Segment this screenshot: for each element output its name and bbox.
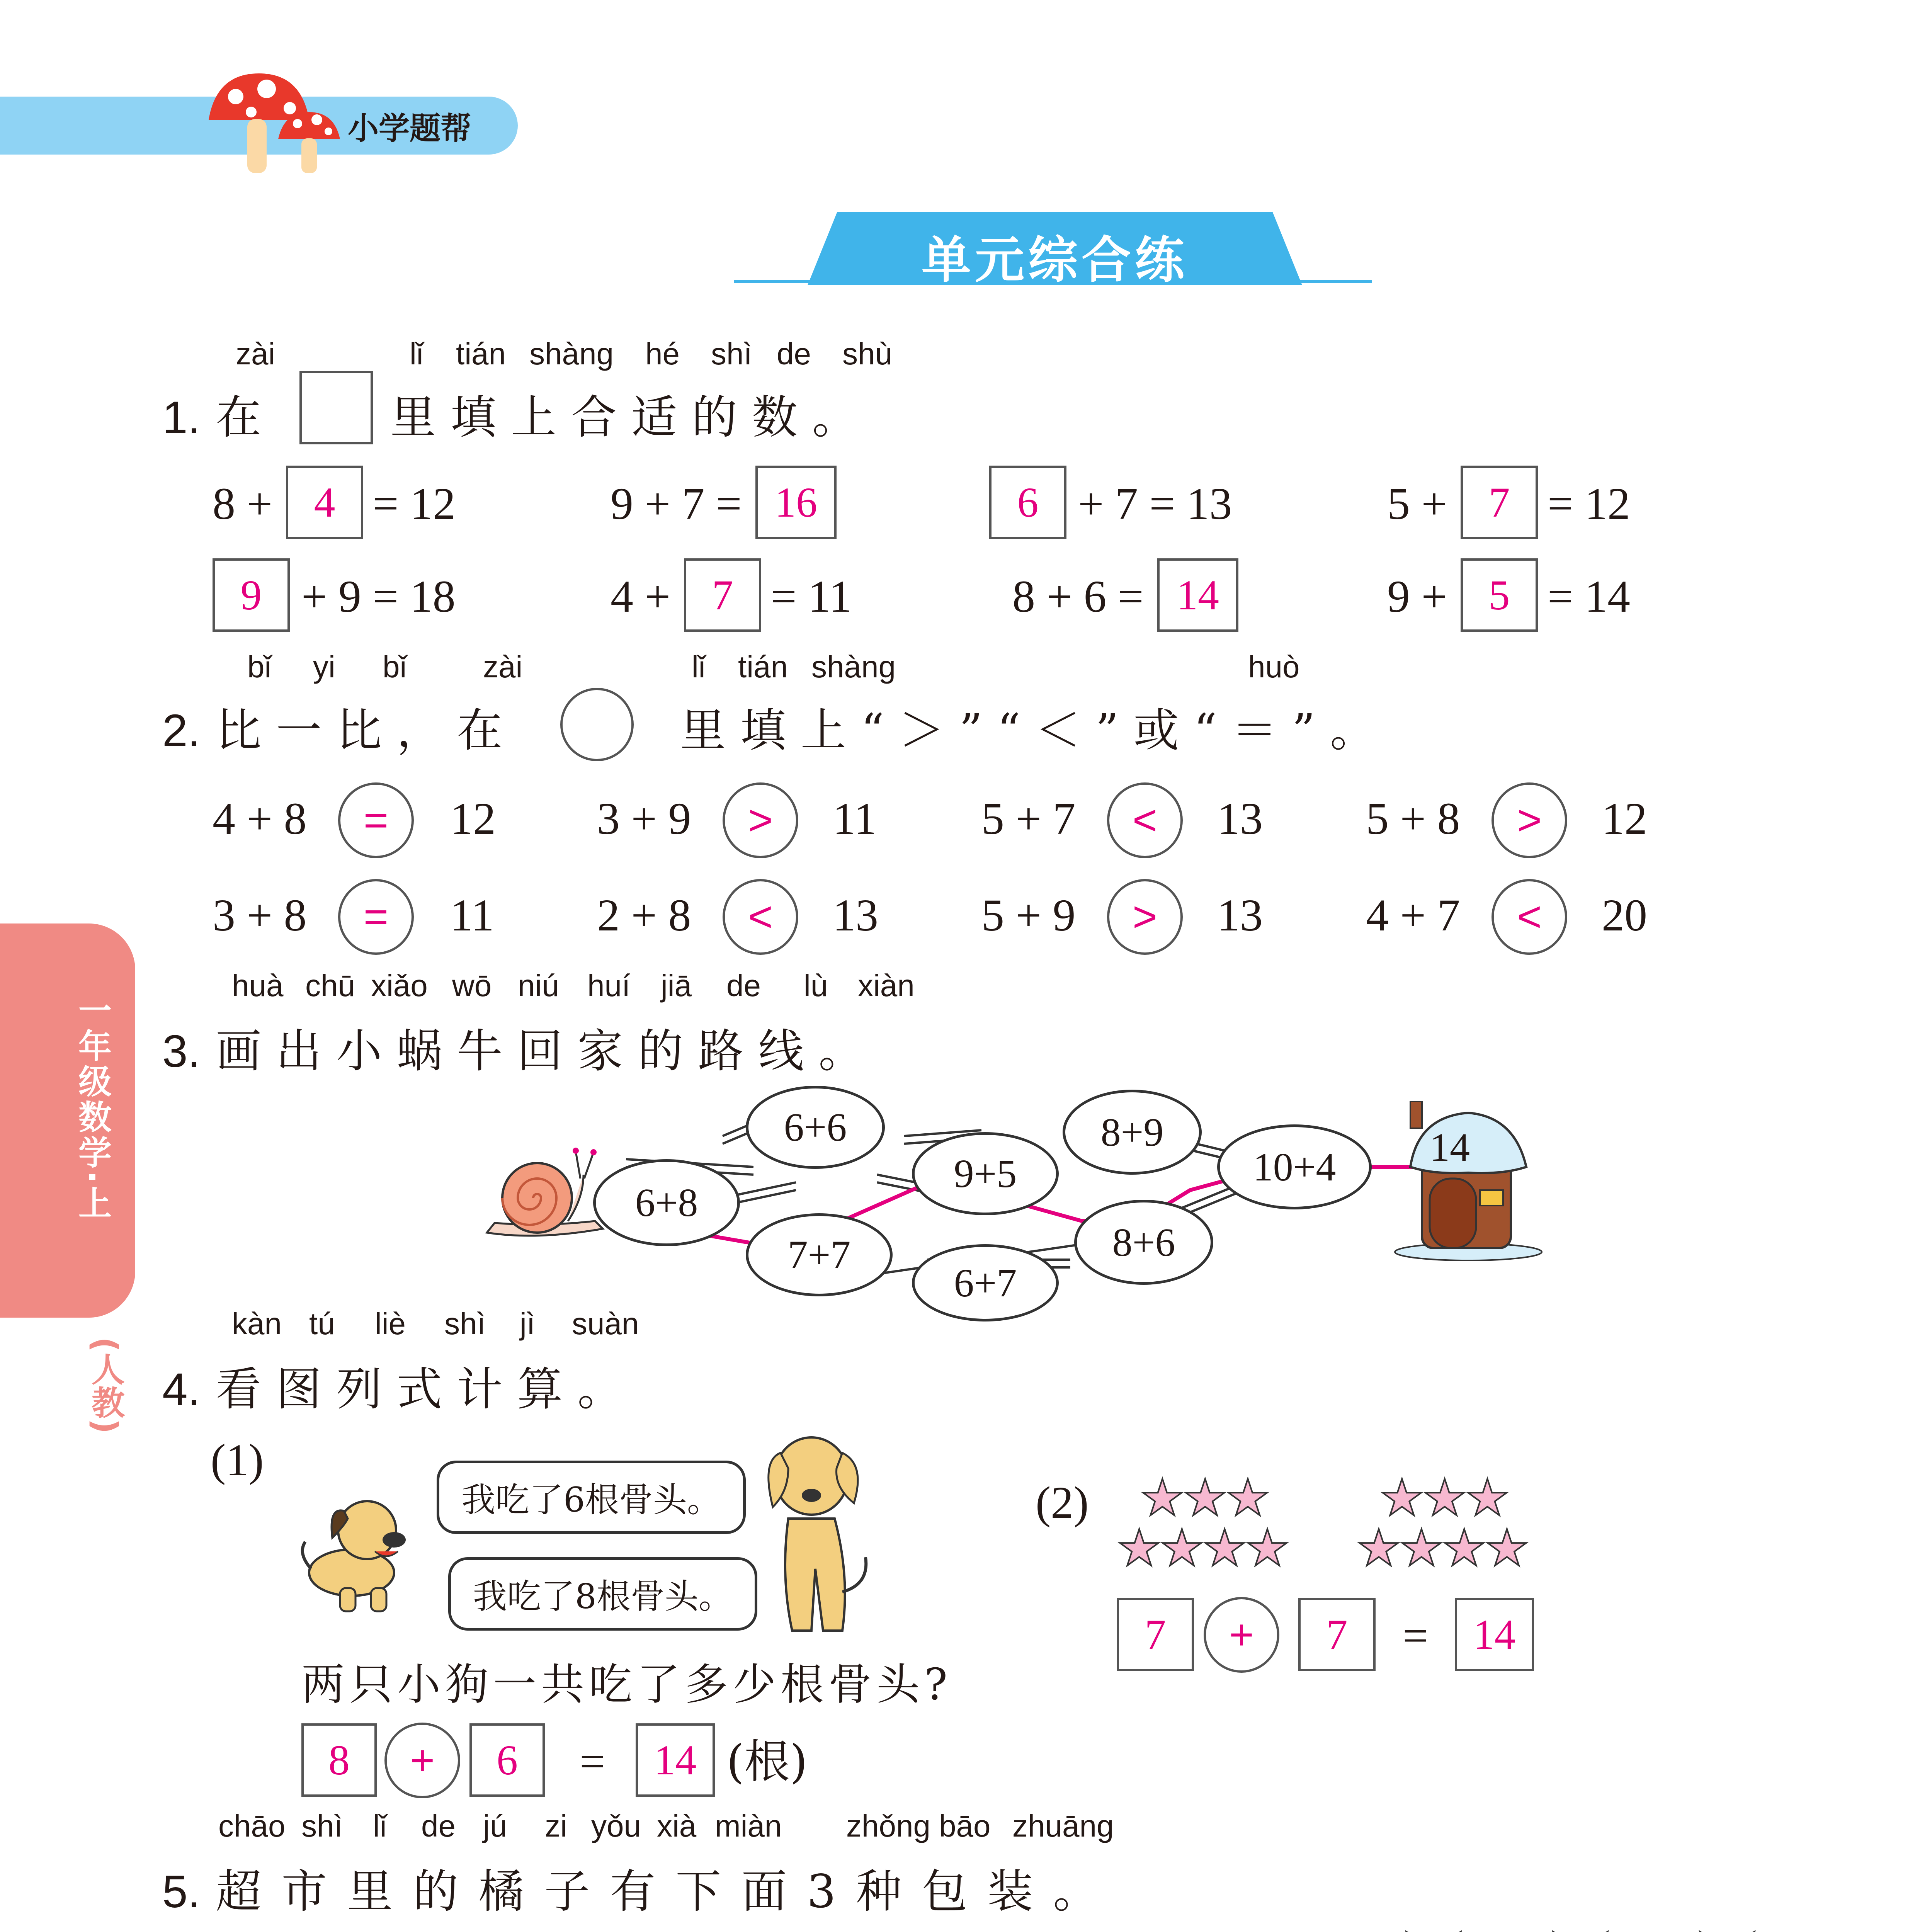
pinyin: shàng <box>529 337 614 371</box>
star-icon: ★ <box>1465 1468 1508 1527</box>
equation: 4 + <box>611 571 671 622</box>
pinyin: de <box>421 1809 456 1843</box>
q2-prefix: 比一比，在 <box>216 704 517 757</box>
comparison-circle[interactable]: < <box>1492 879 1567 955</box>
answer-box[interactable]: 9 <box>213 558 290 632</box>
pinyin: zài <box>236 337 276 371</box>
comparison-right: 12 <box>450 793 496 844</box>
comparison-circle[interactable]: = <box>338 782 414 858</box>
pinyin: zài <box>483 650 523 684</box>
pinyin: tián <box>456 337 506 371</box>
stone-8+9: 8+9 <box>1063 1090 1202 1175</box>
comparison-circle[interactable]: > <box>1492 782 1567 858</box>
pinyin: niú <box>518 968 559 1003</box>
brand-label: 小学题帮 <box>348 111 471 146</box>
star-icon: ★ <box>1356 1519 1399 1577</box>
pinyin: zi <box>545 1809 567 1843</box>
speech-bubble: 我吃了6根骨头。 <box>437 1461 746 1534</box>
stone-8+6: 8+6 <box>1074 1200 1213 1285</box>
snail-icon <box>479 1144 611 1244</box>
orange-bag-icon <box>1654 1924 1801 1932</box>
star-icon: ★ <box>1245 1519 1288 1577</box>
pinyin: hé <box>645 337 680 371</box>
pinyin: miàn <box>715 1809 782 1843</box>
pinyin: xiàn <box>858 968 915 1003</box>
pinyin: shì <box>301 1809 343 1843</box>
stone-6+6: 6+6 <box>746 1086 885 1169</box>
star-icon: ★ <box>1422 1468 1465 1527</box>
q4-text: 看图列式计算。 <box>216 1362 638 1416</box>
star-icon: ★ <box>1117 1519 1160 1577</box>
star-icon: ★ <box>1202 1519 1245 1577</box>
q1-prefix: 在 <box>216 391 276 444</box>
answer-box[interactable]: 7 <box>684 558 761 632</box>
pinyin: shàng <box>811 650 896 684</box>
operator-circle[interactable]: + <box>1204 1597 1279 1673</box>
q2-suffix: 里填上“＞”“＜”或“＝”。 <box>680 704 1390 757</box>
comparison-circle[interactable]: = <box>338 879 414 955</box>
answer-box[interactable]: 6 <box>469 1723 545 1797</box>
page-title: 单元综合练 <box>921 231 1188 289</box>
stone-6+7: 6+7 <box>912 1244 1059 1321</box>
speech-bubble: 我吃了8根骨头。 <box>448 1557 757 1631</box>
pinyin: tú <box>309 1306 335 1341</box>
answer-box[interactable]: 7 <box>1461 466 1538 539</box>
pinyin: chū <box>305 968 355 1003</box>
star-icon: ★ <box>1442 1519 1485 1577</box>
equation: + 7 = 13 <box>1078 478 1232 529</box>
comparison-right: 13 <box>833 890 878 940</box>
comparison-left: 3 + 9 <box>597 793 691 844</box>
orange-bag-icon <box>1360 1924 1507 1932</box>
star-icon: ★ <box>1399 1519 1442 1577</box>
stone-6+8: 6+8 <box>593 1159 740 1246</box>
pinyin: tián <box>738 650 788 684</box>
pinyin: yǒu <box>591 1809 641 1843</box>
pinyin: huò <box>1248 650 1300 684</box>
stone-9+5: 9+5 <box>912 1132 1059 1215</box>
stone-10+4: 10+4 <box>1217 1124 1372 1209</box>
q5-text: 超市里的橘子有下面3种包装。 <box>216 1865 1119 1918</box>
equation: 8 + 6 = <box>1012 571 1144 622</box>
comparison-right: 13 <box>1217 793 1263 844</box>
comparison-right: 13 <box>1217 890 1263 940</box>
pinyin: jú <box>483 1809 507 1843</box>
comparison-right: 12 <box>1602 793 1647 844</box>
comparison-right: 20 <box>1602 890 1647 940</box>
pinyin: shì <box>711 337 752 371</box>
pinyin: jiā <box>661 968 692 1003</box>
house-number: 14 <box>1430 1125 1470 1170</box>
answer-box[interactable]: 7 <box>1298 1598 1376 1671</box>
q4-prompt <box>162 1352 638 1418</box>
q5-prompt <box>162 1855 1119 1920</box>
question-text: 两只小狗一共吃了多少根骨头? <box>301 1660 952 1710</box>
answer-box[interactable]: 16 <box>755 466 837 539</box>
equation: = 12 <box>1548 478 1631 529</box>
comparison-left: 3 + 8 <box>213 890 307 940</box>
question-number: 5. <box>162 1866 201 1917</box>
star-icon: ★ <box>1225 1468 1268 1527</box>
pinyin: liè <box>375 1306 406 1341</box>
side-tab-grade: 一年级数学·上 <box>73 993 111 1221</box>
comparison-left: 5 + 9 <box>981 890 1076 940</box>
equation: = 14 <box>1548 571 1631 622</box>
side-tab-edition: (人教) <box>86 1337 124 1434</box>
part-label: (1) <box>211 1435 264 1485</box>
dog-icon <box>757 1430 873 1638</box>
pinyin: lǐ <box>692 650 706 684</box>
operator-circle[interactable]: + <box>384 1723 460 1798</box>
equals-sign: = <box>1403 1611 1429 1661</box>
comparison-right: 11 <box>833 793 877 844</box>
comparison-left: 4 + 8 <box>213 793 307 844</box>
pinyin: lǐ <box>410 337 423 371</box>
q1-suffix: 里填上合适的数。 <box>390 391 873 444</box>
equation: = 12 <box>373 478 456 529</box>
pinyin: xiǎo <box>371 968 428 1003</box>
pinyin: wō <box>452 968 492 1003</box>
pinyin: shù <box>842 337 892 371</box>
star-icon: ★ <box>1140 1468 1183 1527</box>
equals-sign: = <box>580 1736 605 1787</box>
star-row <box>1117 1519 1287 1577</box>
answer-box[interactable]: 4 <box>286 466 363 539</box>
orange-bag-icon <box>1507 1924 1654 1932</box>
pinyin: lù <box>804 968 828 1003</box>
question-number: 3. <box>162 1026 201 1077</box>
pinyin: bǐ <box>383 650 407 684</box>
answer-box[interactable]: 14 <box>636 1723 715 1797</box>
comparison-circle[interactable]: > <box>1107 879 1183 955</box>
equation: 8 + <box>213 478 273 529</box>
pinyin: zhuāng <box>1012 1809 1114 1843</box>
comparison-circle[interactable]: < <box>723 879 798 955</box>
stone-7+7: 7+7 <box>746 1213 893 1296</box>
pinyin: bāo <box>939 1809 991 1843</box>
pinyin: de <box>726 968 761 1003</box>
pinyin: jì <box>520 1306 535 1341</box>
equation: + 9 = 18 <box>301 571 456 622</box>
pinyin: shì <box>444 1306 486 1341</box>
comparison-circle[interactable]: > <box>723 782 798 858</box>
equation: = 11 <box>771 571 852 622</box>
answer-box[interactable]: 14 <box>1455 1598 1534 1671</box>
pinyin: huí <box>587 968 631 1003</box>
question-number: 2. <box>162 705 201 756</box>
answer-box[interactable]: 5 <box>1461 558 1538 632</box>
answer-box[interactable]: 7 <box>1117 1598 1194 1671</box>
comparison-left: 5 + 8 <box>1366 793 1460 844</box>
question-number: 4. <box>162 1364 201 1415</box>
pinyin: bǐ <box>247 650 272 684</box>
part-label: (2) <box>1036 1477 1089 1528</box>
q3-text: 画出小蜗牛回家的路线。 <box>216 1024 879 1078</box>
pinyin: zhǒng <box>846 1809 930 1843</box>
comparison-left: 4 + 7 <box>1366 890 1460 940</box>
equation: 5 + <box>1387 478 1447 529</box>
pinyin: huà <box>232 968 284 1003</box>
pinyin: suàn <box>572 1306 639 1341</box>
comparison-left: 5 + 7 <box>981 793 1076 844</box>
answer-box[interactable]: 8 <box>301 1723 377 1797</box>
comparison-circle[interactable]: < <box>1107 782 1183 858</box>
pinyin: lǐ <box>373 1809 387 1843</box>
pinyin: de <box>777 337 811 371</box>
pinyin: kàn <box>232 1306 282 1341</box>
star-row <box>1356 1519 1527 1577</box>
equation: 9 + <box>1387 571 1447 622</box>
pinyin: chāo <box>218 1809 286 1843</box>
answer-box[interactable]: 14 <box>1157 558 1238 632</box>
question-number: 1. <box>162 392 201 443</box>
star-icon: ★ <box>1182 1468 1226 1527</box>
comparison-right: 11 <box>450 890 494 940</box>
unit-label: (根) <box>726 1735 808 1788</box>
pinyin: yi <box>313 650 335 684</box>
star-icon: ★ <box>1159 1519 1202 1577</box>
equation: 9 + 7 = <box>611 478 742 529</box>
star-icon: ★ <box>1379 1468 1422 1527</box>
comparison-left: 2 + 8 <box>597 890 691 940</box>
pinyin: xià <box>657 1809 697 1843</box>
answer-box[interactable]: 6 <box>989 466 1066 539</box>
dog-icon <box>294 1484 417 1615</box>
star-icon: ★ <box>1484 1519 1527 1577</box>
